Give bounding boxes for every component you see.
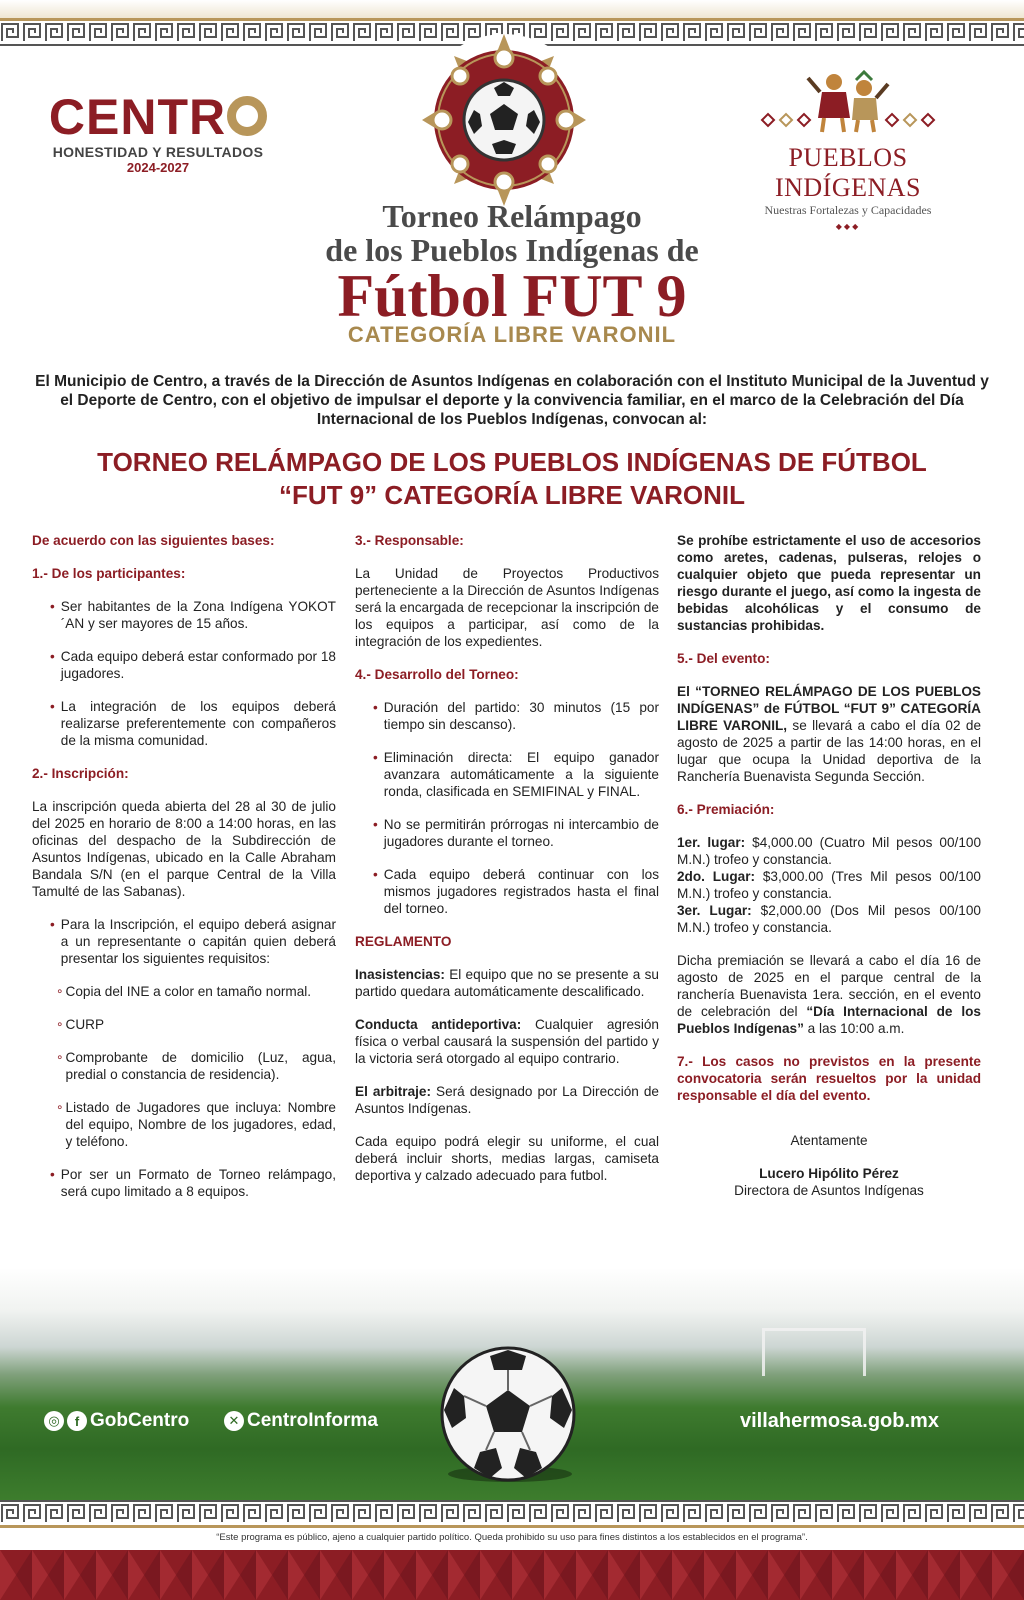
header-category: CATEGORÍA LIBRE VARONIL [347,322,677,347]
bullet-icon: • [373,817,378,832]
ring-bullet-icon: ∘ [56,1017,64,1031]
soccer-ball-icon [438,1344,578,1484]
main-title-line2: “FUT 9” CATEGORÍA LIBRE VARONIL [278,480,746,510]
rule-absences: Inasistencias: El equipo que no se presente a su partido quedara automáticamente descalificado. [355,967,659,999]
bottom-fret-band [0,1500,1024,1528]
header-title-line2: de los Pueblos Indígenas de [325,232,699,268]
list-item: • No se permitirán prórrogas ni intercambio de jugadores durante el torneo. [373,817,659,849]
social-gobcentro-label: GobCentro [90,1410,190,1431]
bullet-icon: • [373,867,378,882]
ring-bullet-icon: ∘ [56,984,64,998]
column-1 [32,532,336,1216]
section-2-heading: 2.- Inscripción: [32,766,129,781]
section-4-heading: 4.- Desarrollo del Torneo: [355,667,519,682]
list-item: • Eliminación directa: El equipo ganador avanzara automáticamente a la siguiente ronda, clasificada en SEMIFINAL y FINAL. [373,750,659,799]
bullet-icon: • [50,699,55,714]
uniform-text: Cada equipo podrá elegir su uniforme, el cual deberá incluir shorts, medias largas, camiseta deportiva y calzado adecuado para futbol. [355,1134,659,1183]
main-title-line1: TORNEO RELÁMPAGO DE LOS PUEBLOS INDÍGENAS DE FÚTBOL [97,447,927,477]
bullet-icon: • [373,700,378,715]
column-3 [677,532,981,1215]
centro-logo-o-ring [227,96,267,136]
list-item: • Duración del partido: 30 minutos (15 por tiempo sin descanso). [373,700,659,732]
tournament-emblem-icon [414,30,594,210]
website-link[interactable]: villahermosa.gob.mx [740,1410,939,1432]
prize-list [677,834,981,936]
centro-logo [38,89,278,175]
bases-heading: De acuerdo con las siguientes bases: [32,533,275,548]
section-5-heading: 5.- Del evento: [677,651,770,666]
list-item: • Por ser un Formato de Torneo relámpago, será cupo limitado a 8 equipos. [50,1167,336,1199]
social-gobcentro[interactable] [44,1410,189,1432]
x-icon: ✕ [224,1411,244,1431]
bullet-icon: • [373,750,378,765]
requirement-item: ∘ CURP [56,1017,105,1032]
centro-logo-wordmark: CENTR [38,92,278,142]
instagram-icon: ◎ [44,1411,64,1431]
section-6-heading: 6.- Premiación: [677,802,775,817]
bullet-icon: • [50,1167,55,1182]
section-2-text: La inscripción queda abierta del 28 al 30 de julio del 2025 en horario de 8:00 a 14:00 horas, en las oficinas del despacho de la Subdirección de Asuntos Indígenas, ubicado en la Calle Abraham Bandala S/N (en el parque Central de la Villa Tamulté de las Sabanas). [32,799,336,899]
requirement-item: ∘ Copia del INE a color en tamaño normal. [56,984,312,999]
section-7-text: 7.- Los casos no previstos en la presente convocatoria serán resueltos por la unidad responsable el día del evento. [677,1054,981,1103]
goal-icon [762,1328,866,1376]
main-title [0,446,1024,512]
centro-logo-years: 2024-2027 [126,160,190,175]
top-gold-strip [0,0,1024,18]
requirement-item: ∘ Comprobante de domicilio (Luz, agua, predial o constancia de residencia). [56,1050,336,1082]
rule-referee: El arbitraje: Será designado por La Dirección de Asuntos Indígenas. [355,1084,659,1116]
signer-name: Lucero Hipólito Pérez [759,1166,899,1181]
list-item: • Ser habitantes de la Zona Indígena YOKOT´AN y ser mayores de 15 años. [50,599,336,631]
prize-item: 1er. lugar: $4,000.00 (Cuatro Mil pesos 00/100 M.N.) trofeo y constancia. [677,835,981,867]
bullet-icon: • [50,599,55,614]
signer-title: Directora de Asuntos Indígenas [734,1183,924,1198]
section-1-heading: 1.- De los participantes: [32,566,186,581]
prize-item: 3er. Lugar: $2,000.00 (Dos Mil pesos 00/100 M.N.) trofeo y constancia. [677,903,981,935]
ring-bullet-icon: ∘ [56,1050,64,1064]
social-centroinforma-label: CentroInforma [247,1410,378,1431]
footer-pattern [0,1550,1024,1600]
list-item: • Cada equipo deberá continuar con los mismos jugadores registrados hasta el final del torneo. [373,867,659,916]
list-item: • La integración de los equipos deberá realizarse preferentemente con compañeros de la misma comunidad. [50,699,336,748]
disclaimer-text: “Este programa es público, ajeno a cualquier partido político. Queda prohibido su uso para fines distintos a los establecidos en el programa”. [216,1532,808,1543]
pueblos-logo-dots-icon: ◆◆◆ [835,222,861,231]
section-5-text: El “TORNEO RELÁMPAGO DE LOS PUEBLOS INDÍGENAS” de FÚTBOL “FUT 9” CATEGORÍA LIBRE VARONIL, se llevará a cabo el día 02 de agosto de 2025 a partir de las 14:00 horas, en el lugar que ocupa la Unidad deportiva de la Ranchería Buenavista Segunda Sección. [677,684,982,784]
section-3-text: La Unidad de Proyectos Productivos perteneciente a la Dirección de Asuntos Indígenas será la encargada de recepcionar la inscripción de los equipos a participar, así como de la integración de los expedientes. [355,566,659,649]
prize-item: 2do. Lugar: $3,000.00 (Tres Mil pesos 00/100 M.N.) trofeo y constancia. [677,869,981,901]
prohibition-text: Se prohíbe estrictamente el uso de accesorios como aretes, cadenas, pulseras, relojes o cualquier objeto que pueda representar un riesgo durante el juego, así como la ingesta de bebidas alcohólicas y el consumo de sustancias prohibidas. [677,533,981,633]
indigenous-figures-icon [738,70,958,136]
section-3-heading: 3.- Responsable: [355,533,464,548]
list-item: • Cada equipo deberá estar conformado por 18 jugadores. [50,649,336,681]
reglamento-heading: REGLAMENTO [355,934,452,949]
requirement-item: ∘ Listado de Jugadores que incluya: Nombre del equipo, Nombre de los jugadores, edad, y teléfono. [56,1100,336,1149]
pueblos-logo-title: PUEBLOS INDÍGENAS [774,143,922,202]
social-centroinforma[interactable] [224,1410,378,1432]
header-title-line1: Torneo Relámpago [382,198,642,234]
facebook-icon: f [67,1411,87,1431]
intro-paragraph: El Municipio de Centro, a través de la Dirección de Asuntos Indígenas en colaboración con el Instituto Municipal de la Juventud y el Deporte de Centro, con el objetivo de impulsar el deporte y la convivencia familiar, en el marco de la Celebración del Día Internacional de los Pueblos Indígenas, convocan al: [35,373,989,428]
bullet-icon: • [50,649,55,664]
centro-logo-tagline: HONESTIDAD Y RESULTADOS [52,144,264,160]
list-item: • Para la Inscripción, el equipo deberá asignar a un representante o capitán quien deberá presentar los siguientes requisitos: [50,917,336,966]
rule-conduct: Conducta antideportiva: Cualquier agresión física o verbal causará la suspensión del partido y la victoria será otorgado al equipo contrario. [355,1017,659,1066]
bullet-icon: • [50,917,55,932]
closing-text: Atentamente [790,1133,868,1148]
header-title-line3: Fútbol FUT 9 [337,263,687,329]
award-text: Dicha premiación se llevará a cabo el día 16 de agosto de 2025 en el parque central de la ranchería Buenavista 1era. sección, en el evento de celebración del “Día Internacional de los Pueblos Indígenas” a las 10:00 a.m. [677,953,981,1036]
column-2 [355,532,659,1200]
pueblos-logo-subtitle: Nuestras Fortalezas y Capacidades [764,203,932,217]
ring-bullet-icon: ∘ [56,1100,64,1114]
